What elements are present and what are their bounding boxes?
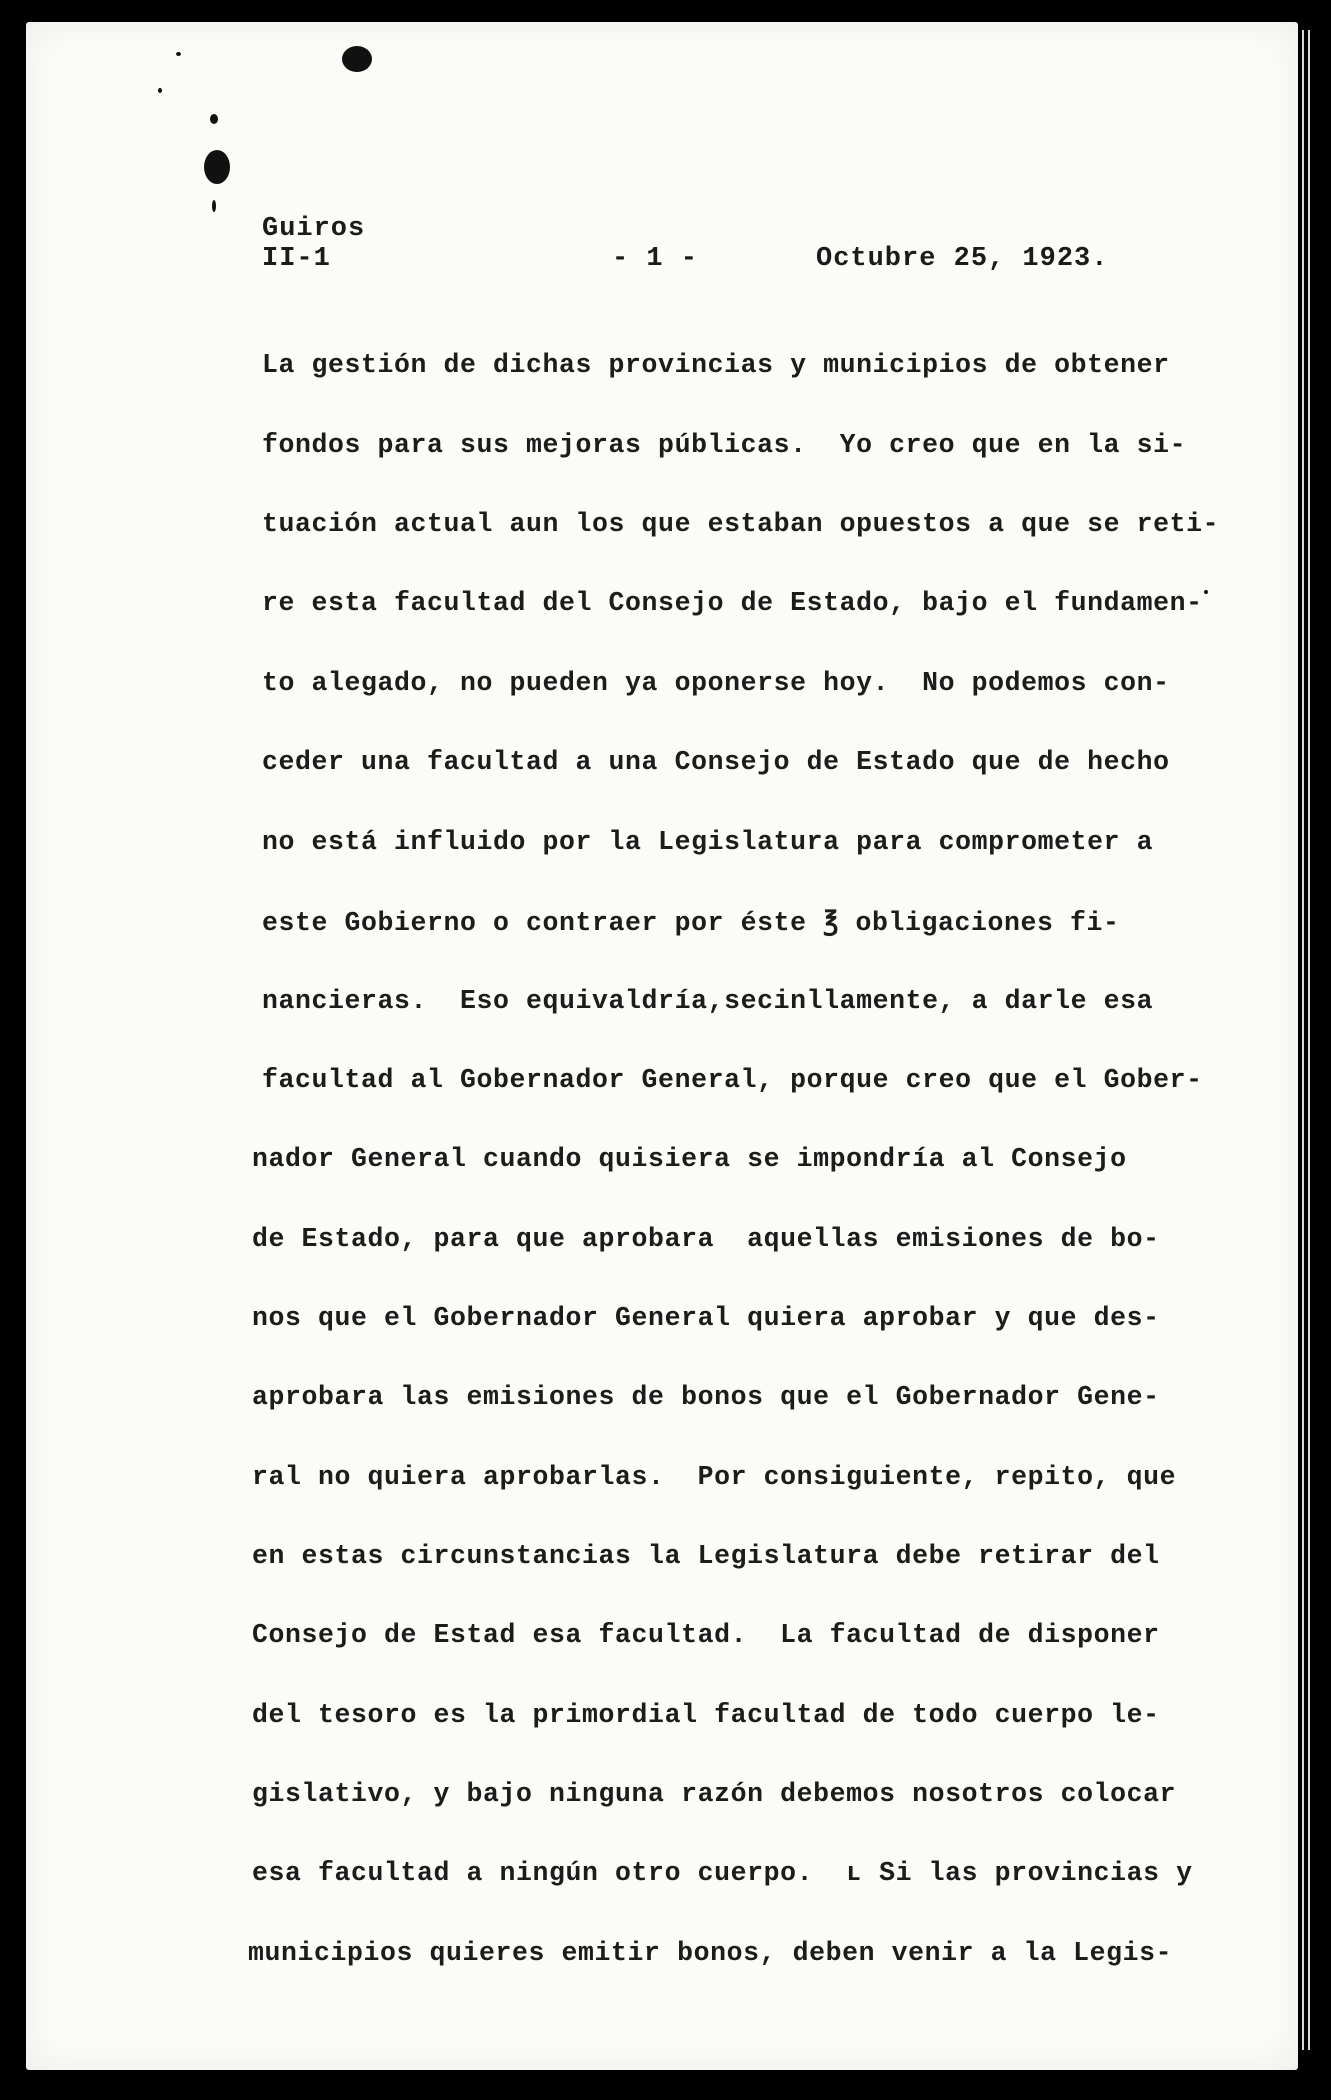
body-line: aprobara las emisiones de bonos que el Gobernador Gene- [252,1382,1160,1412]
body-line: Consejo de Estad esa facultad. La facultad de disponer [252,1620,1160,1650]
ink-speck [212,200,216,212]
typewritten-page [26,22,1298,2070]
ink-blot [342,46,372,72]
body-line: La gestión de dichas provincias y municipios de obtener [262,350,1170,380]
body-line: este Gobierno o contraer por éste ℥ obligaciones fi- [262,908,1120,938]
body-line: en estas circunstancias la Legislatura debe retirar del [252,1541,1160,1571]
body-line: gislativo, y bajo ninguna razón debemos nosotros colocar [252,1779,1177,1809]
header-date: Octubre 25, 1923. [816,244,1109,274]
body-line: ceder una facultad a una Consejo de Estado que de hecho [262,747,1170,777]
body-line: ral no quiera aprobarlas. Por consiguiente, repito, que [252,1462,1177,1492]
ink-speck [176,52,181,56]
body-line: municipios quieres emitir bonos, deben venir a la Legis- [248,1938,1173,1968]
page-edge [1308,30,1310,2050]
body-line: tuación actual aun los que estaban opuestos a que se reti- [262,509,1220,539]
ink-speck [158,88,162,93]
ink-speck [1204,590,1208,594]
body-line: facultad al Gobernador General, porque creo que el Gober- [262,1065,1203,1095]
body-line: to alegado, no pueden ya oponerse hoy. No podemos con- [262,668,1170,698]
ink-speck [210,114,218,124]
body-line: nador General cuando quisiera se impondría al Consejo [252,1144,1127,1174]
body-line: no está influido por la Legislatura para comprometer a [262,827,1154,857]
page-edge [1302,30,1304,2050]
body-line: nos que el Gobernador General quiera aprobar y que des- [252,1303,1160,1333]
body-line: del tesoro es la primordial facultad de todo cuerpo le- [252,1700,1160,1730]
body-line: esa facultad a ningún otro cuerpo. ʟ Si las provincias y [252,1858,1193,1888]
body-line: re esta facultad del Consejo de Estado, bajo el fundamen- [262,588,1203,618]
header-name: Guiros [262,214,366,244]
ink-blot [204,150,230,184]
header-code: II-1 [262,244,331,274]
page-number: - 1 - [612,244,699,274]
body-line: fondos para sus mejoras públicas. Yo creo que en la si- [262,430,1187,460]
body-line: de Estado, para que aprobara aquellas emisiones de bo- [252,1224,1160,1254]
body-line: nancieras. Eso equivaldría,secinllamente, a darle esa [262,986,1154,1016]
